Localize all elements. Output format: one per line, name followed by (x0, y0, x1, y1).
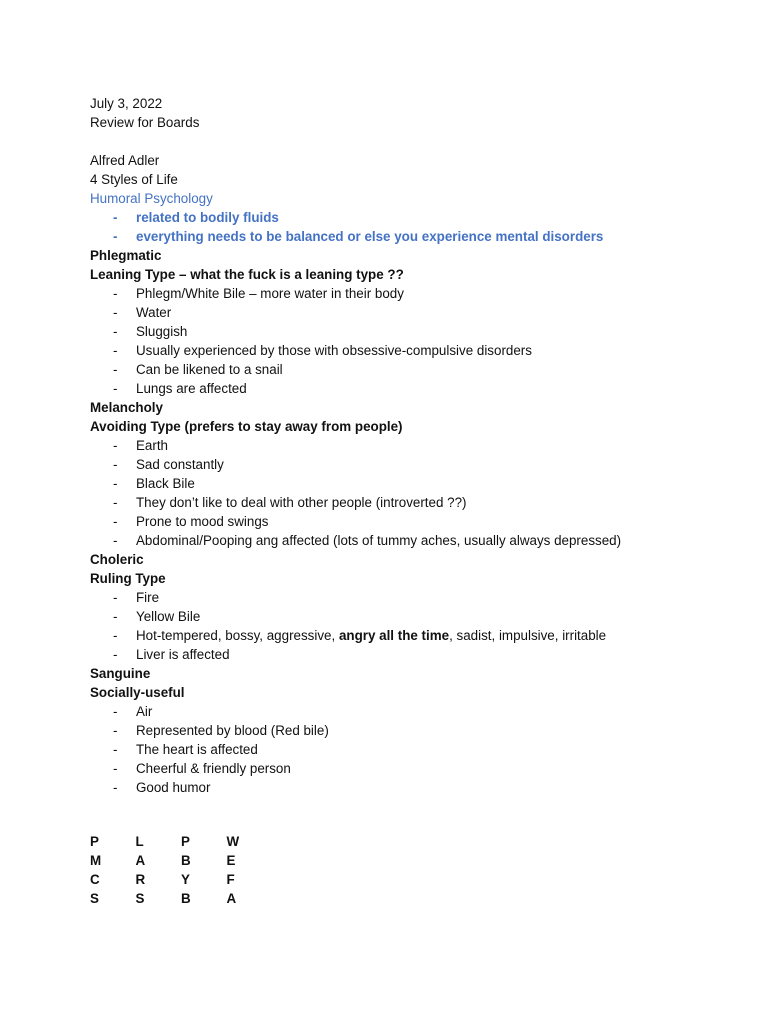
bullet-text: Liver is affected (136, 647, 230, 662)
bullet-text: Represented by blood (Red bile) (136, 723, 329, 738)
sanguine-heading: Sanguine (90, 666, 151, 681)
bullet-dash: - (113, 647, 118, 662)
table-cell: R (135, 872, 146, 887)
list-item (90, 740, 730, 759)
table-cell: E (226, 853, 236, 868)
list-item (90, 436, 730, 455)
bullet-text: Water (136, 305, 172, 320)
bullet-text-after: , sadist, impulsive, irritable (449, 628, 607, 643)
document-body (90, 94, 730, 797)
bullet-dash: - (113, 343, 118, 358)
list-item (90, 284, 730, 303)
bullet-text: Fire (136, 590, 160, 605)
bullet-dash: - (113, 324, 118, 339)
list-item (90, 588, 730, 607)
bullet-emphasis: angry all the time (338, 628, 450, 643)
table-row (90, 851, 272, 870)
bullet-dash: - (113, 609, 118, 624)
list-item (90, 645, 730, 664)
bullet-text: They don’t like to deal with other people (introverted ??) (136, 495, 467, 510)
list-item (90, 322, 730, 341)
table-cell: S (135, 891, 145, 906)
humoral-heading: Humoral Psychology (90, 191, 213, 206)
bullet-text: Sad constantly (136, 457, 224, 472)
phlegmatic-type: Leaning Type – what the fuck is a leaning type ?? (90, 267, 404, 282)
bullet-dash: - (113, 229, 118, 244)
blank-line (90, 132, 730, 151)
bullet-text: Abdominal/Pooping ang affected (lots of tummy aches, usually always depressed) (136, 533, 622, 548)
bullet-text: Usually experienced by those with obsessive-compulsive disorders (136, 343, 532, 358)
bullet-dash: - (113, 590, 118, 605)
choleric-type: Ruling Type (90, 571, 166, 586)
table-cell: A (226, 891, 237, 906)
bullet-dash: - (113, 305, 118, 320)
bullet-dash: - (113, 381, 118, 396)
table-cell: B (181, 891, 191, 906)
bullet-text: Earth (136, 438, 169, 453)
bullet-dash: - (113, 362, 118, 377)
list-item (90, 607, 730, 626)
bullet-dash: - (113, 761, 118, 776)
list-item (90, 512, 730, 531)
bullet-text: Lungs are affected (136, 381, 247, 396)
table-row (90, 832, 272, 851)
table-cell: B (181, 853, 191, 868)
table-row (90, 889, 272, 908)
author-heading: Alfred Adler (90, 153, 160, 168)
table-cell: L (135, 834, 144, 849)
bullet-text: Sluggish (136, 324, 188, 339)
list-item (90, 778, 730, 797)
table-cell: C (90, 872, 100, 887)
bullet-dash: - (113, 533, 118, 548)
bullet-dash: - (113, 438, 118, 453)
choleric-heading: Choleric (90, 552, 144, 567)
list-item (90, 474, 730, 493)
styles-heading: 4 Styles of Life (90, 172, 178, 187)
list-item (90, 227, 730, 246)
list-item (90, 360, 730, 379)
list-item (90, 341, 730, 360)
bullet-dash: - (113, 457, 118, 472)
melancholy-heading: Melancholy (90, 400, 163, 415)
bullet-text: The heart is affected (136, 742, 258, 757)
list-item (90, 303, 730, 322)
letter-table (90, 832, 272, 908)
bullet-dash: - (113, 742, 118, 757)
table-cell: P (181, 834, 190, 849)
list-item (90, 702, 730, 721)
bullet-text: Phlegm/White Bile – more water in their body (136, 286, 404, 301)
bullet-dash: - (113, 780, 118, 795)
table-cell: F (226, 872, 235, 887)
document-subtitle: Review for Boards (90, 115, 200, 130)
bullet-dash: - (113, 210, 118, 225)
bullet-dash: - (113, 286, 118, 301)
bullet-text: Prone to mood swings (136, 514, 269, 529)
list-item (90, 379, 730, 398)
bullet-text: Can be likened to a snail (136, 362, 283, 377)
bullet-dash: - (113, 476, 118, 491)
list-item (90, 455, 730, 474)
table-cell: W (226, 834, 240, 849)
bullet-text: Air (136, 704, 153, 719)
list-item (90, 208, 730, 227)
table-cell: M (90, 853, 102, 868)
bullet-text-before: Hot-tempered, bossy, aggressive, (136, 628, 339, 643)
table-cell: S (90, 891, 99, 906)
list-item (90, 493, 730, 512)
list-item (90, 626, 730, 645)
bullet-dash: - (113, 495, 118, 510)
table-cell: P (90, 834, 99, 849)
bullet-text: Cheerful & friendly person (136, 761, 291, 776)
bullet-dash: - (113, 704, 118, 719)
phlegmatic-heading: Phlegmatic (90, 248, 162, 263)
bullet-dash: - (113, 628, 118, 643)
bullet-text: Black Bile (136, 476, 195, 491)
date-line: July 3, 2022 (90, 96, 163, 111)
bullet-dash: - (113, 514, 118, 529)
table-row (90, 870, 272, 889)
bullet-text: related to bodily fluids (136, 210, 279, 225)
list-item (90, 759, 730, 778)
list-item (90, 531, 730, 550)
sanguine-type: Socially-useful (90, 685, 185, 700)
bullet-text: everything needs to be balanced or else you experience mental disorders (136, 229, 604, 244)
bullet-text: Yellow Bile (136, 609, 201, 624)
melancholy-type: Avoiding Type (prefers to stay away from people) (90, 419, 403, 434)
list-item (90, 721, 730, 740)
table-cell: A (135, 853, 146, 868)
bullet-text: Good humor (136, 780, 211, 795)
table-cell: Y (181, 872, 190, 887)
bullet-dash: - (113, 723, 118, 738)
